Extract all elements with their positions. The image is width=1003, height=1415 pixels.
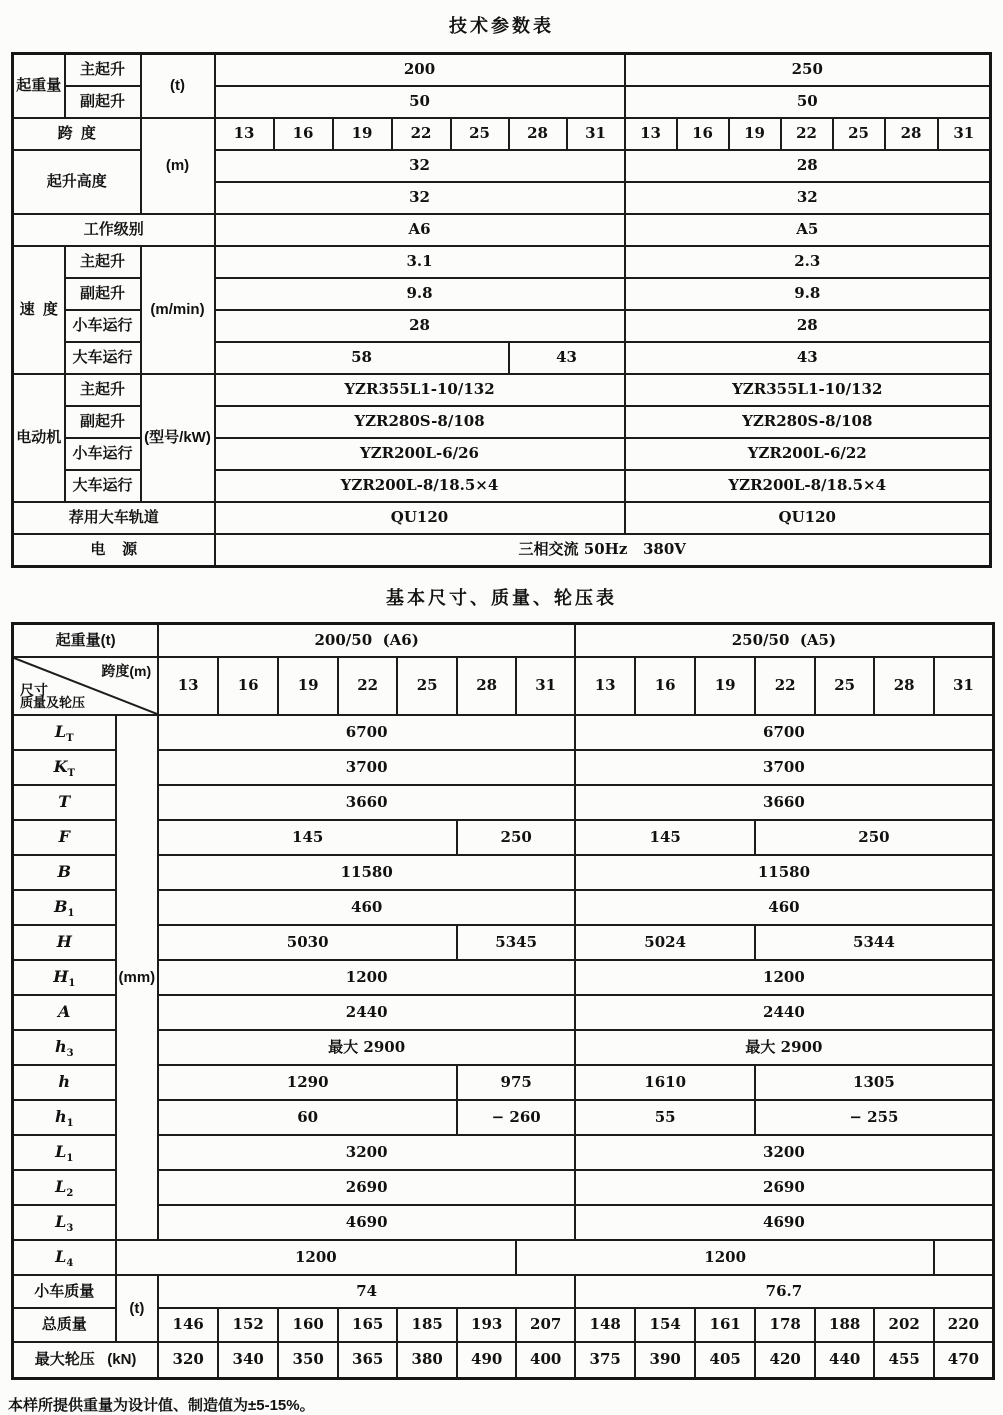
value-cell: 22 xyxy=(755,657,815,715)
hdr-recommended-rail: 荐用大车轨道 xyxy=(13,502,215,534)
value-cell: 13 xyxy=(215,118,274,150)
value-cell: 2690 xyxy=(158,1170,575,1205)
value-cell: 3660 xyxy=(158,785,575,820)
value-cell: 145 xyxy=(575,820,755,855)
subscript: 3 xyxy=(66,1048,74,1060)
value-cell: 405 xyxy=(695,1342,755,1379)
value-cell: 1610 xyxy=(575,1065,755,1100)
value-cell: YZR280S-8/108 xyxy=(625,406,991,438)
value-cell: 5024 xyxy=(575,925,755,960)
row-A xyxy=(13,995,994,1030)
value-cell: 320 xyxy=(158,1342,218,1379)
param-cell: B xyxy=(13,855,116,890)
value-cell: 22 xyxy=(781,118,833,150)
value-cell: 152 xyxy=(218,1308,278,1342)
value-cell: 178 xyxy=(755,1308,815,1342)
row-H1 xyxy=(13,960,994,995)
value-cell: 148 xyxy=(575,1308,635,1342)
value-cell: 28 xyxy=(457,657,516,715)
value-cell: 350 xyxy=(278,1342,338,1379)
row-T xyxy=(13,785,994,820)
value-cell: 1200 xyxy=(116,1240,517,1275)
value-cell: 2440 xyxy=(575,995,993,1030)
value-cell: 3200 xyxy=(158,1135,575,1170)
value-cell: 145 xyxy=(158,820,457,855)
row-trolley-mass xyxy=(13,1275,994,1308)
row-span-header xyxy=(13,657,994,715)
value-cell: 28 xyxy=(215,310,625,342)
value-cell: 13 xyxy=(158,657,218,715)
value-cell: 400 xyxy=(516,1342,575,1379)
row-h xyxy=(13,1065,994,1100)
row-F xyxy=(13,820,994,855)
subscript: 1 xyxy=(67,908,75,920)
value-cell: 25 xyxy=(451,118,509,150)
param-cell: h xyxy=(13,1065,116,1100)
hdr-duty-class: 工作级别 xyxy=(13,214,215,246)
value-cell: 470 xyxy=(934,1342,993,1379)
hdr-trolley-travel: 小车运行 xyxy=(65,310,141,342)
hdr-main-hoist: 主起升 xyxy=(65,54,141,87)
param-cell: $h_1$ xyxy=(13,1100,116,1135)
value-cell: YZR200L-8/18.5×4 xyxy=(625,470,991,502)
row-H xyxy=(13,925,994,960)
row-h3 xyxy=(13,1030,994,1065)
row-span xyxy=(13,118,991,150)
hdr-max-wheel-load: 最大轮压 (kN) xyxy=(13,1342,159,1379)
value-cell: 74 xyxy=(158,1275,575,1308)
value-cell: 975 xyxy=(457,1065,575,1100)
value-cell: 43 xyxy=(509,342,625,374)
technical-parameters-title: 技术参数表 xyxy=(449,16,554,36)
subscript: 1 xyxy=(68,978,76,990)
tech-table-body xyxy=(13,54,991,567)
hdr-total-mass: 总质量 xyxy=(13,1308,116,1342)
value-cell: 19 xyxy=(729,118,781,150)
value-cell: YZR200L-8/18.5×4 xyxy=(215,470,625,502)
value-cell: 455 xyxy=(874,1342,934,1379)
value-cell: 50 xyxy=(215,86,625,118)
row-B1 xyxy=(13,890,994,925)
unit-tonnes: (t) xyxy=(116,1275,159,1342)
hdr-main-hoist: 主起升 xyxy=(65,374,141,406)
row-B xyxy=(13,855,994,890)
value-cell: 25 xyxy=(397,657,457,715)
value-cell: 3660 xyxy=(575,785,993,820)
value-cell: − 255 xyxy=(755,1100,993,1135)
hdr-lifting-capacity: 起重量 xyxy=(13,54,65,119)
value-cell: 16 xyxy=(635,657,695,715)
value-cell: 31 xyxy=(934,657,993,715)
value-cell: 160 xyxy=(278,1308,338,1342)
hdr-aux-hoist: 副起升 xyxy=(65,406,141,438)
value-cell: 250 xyxy=(457,820,575,855)
value-cell: YZR200L-6/26 xyxy=(215,438,625,470)
dimensions-mass-wheelload-table xyxy=(11,622,995,1380)
row-capacity-main xyxy=(13,54,991,87)
value-cell: 16 xyxy=(677,118,729,150)
value-cell: 25 xyxy=(833,118,885,150)
value-cell: 19 xyxy=(333,118,392,150)
value-cell: 390 xyxy=(635,1342,695,1379)
param-cell: H xyxy=(13,925,116,960)
value-cell: 440 xyxy=(815,1342,874,1379)
value-cell: 185 xyxy=(397,1308,457,1342)
value-cell: QU120 xyxy=(215,502,625,534)
value-cell: 2690 xyxy=(575,1170,993,1205)
value-cell: 11580 xyxy=(575,855,993,890)
row-duty-class xyxy=(13,214,991,246)
value-cell: YZR280S-8/108 xyxy=(215,406,625,438)
value-cell: 420 xyxy=(755,1342,815,1379)
value-cell: 28 xyxy=(874,657,934,715)
value-cell: 2.3 xyxy=(625,246,991,278)
hdr-power-supply: 电 源 xyxy=(13,534,215,567)
value-cell: 6700 xyxy=(575,715,993,750)
value-cell: 5345 xyxy=(457,925,575,960)
value-cell: 250 xyxy=(755,820,993,855)
unit-tonnes: (t) xyxy=(141,54,215,119)
value-cell: 4690 xyxy=(575,1205,993,1240)
value-cell: 375 xyxy=(575,1342,635,1379)
row-motor-main-hoist xyxy=(13,374,991,406)
value-cell: 31 xyxy=(567,118,625,150)
value-cell: 1305 xyxy=(755,1065,993,1100)
hdr-crane-travel: 大车运行 xyxy=(65,342,141,374)
unit-m-per-min: (m/min) xyxy=(141,246,215,374)
value-cell: 6700 xyxy=(158,715,575,750)
subscript: T xyxy=(67,768,75,780)
value-cell: 最大 2900 xyxy=(575,1030,993,1065)
value-cell: 32 xyxy=(625,182,991,214)
value-cell: YZR200L-6/22 xyxy=(625,438,991,470)
param-cell: $K_T$ xyxy=(13,750,116,785)
param-cell: F xyxy=(13,820,116,855)
hdr-crane-travel: 大车运行 xyxy=(65,470,141,502)
value-cell: 460 xyxy=(158,890,575,925)
value-cell: 55 xyxy=(575,1100,755,1135)
value-cell: 3200 xyxy=(575,1135,993,1170)
value-cell: 1200 xyxy=(516,1240,934,1275)
hdr-trolley-mass: 小车质量 xyxy=(13,1275,116,1308)
hdr-main-hoist: 主起升 xyxy=(65,246,141,278)
value-cell: − 260 xyxy=(457,1100,575,1135)
row-L3 xyxy=(13,1205,994,1240)
value-cell: 22 xyxy=(392,118,451,150)
value-cell: 16 xyxy=(274,118,333,150)
value-cell: 19 xyxy=(278,657,338,715)
param-cell: T xyxy=(13,785,116,820)
value-cell: 165 xyxy=(338,1308,397,1342)
hdr-lifting-height: 起升高度 xyxy=(13,150,141,214)
value-cell: 490 xyxy=(457,1342,516,1379)
value-cell: 146 xyxy=(158,1308,218,1342)
param-cell: $B_1$ xyxy=(13,890,116,925)
value-cell: 3.1 xyxy=(215,246,625,278)
subscript: 1 xyxy=(66,1153,74,1165)
value-cell: 207 xyxy=(516,1308,575,1342)
value-cell: 3700 xyxy=(575,750,993,785)
corner-dimension-label: 尺寸 xyxy=(20,682,48,698)
value-cell: 32 xyxy=(215,150,625,182)
value-cell: 9.8 xyxy=(215,278,625,310)
value-cell: 460 xyxy=(575,890,993,925)
param-cell: A xyxy=(13,995,116,1030)
unit-mm: (mm) xyxy=(116,715,159,1240)
value-cell: 32 xyxy=(215,182,625,214)
value-cell: 58 xyxy=(215,342,509,374)
value-cell: 三相交流 50Hz 380V xyxy=(215,534,991,567)
row-capacity-header xyxy=(13,624,994,658)
value-cell: 5344 xyxy=(755,925,993,960)
value-cell: 202 xyxy=(874,1308,934,1342)
value-cell: 31 xyxy=(516,657,575,715)
value-cell: 43 xyxy=(625,342,991,374)
value-cell: 16 xyxy=(218,657,278,715)
subscript: 3 xyxy=(66,1223,74,1235)
value-cell: 19 xyxy=(695,657,755,715)
hdr-aux-hoist: 副起升 xyxy=(65,86,141,118)
value-cell: 最大 2900 xyxy=(158,1030,575,1065)
corner-header-cell xyxy=(13,657,159,715)
value-cell: A5 xyxy=(625,214,991,246)
value-cell: 4690 xyxy=(158,1205,575,1240)
value-cell: YZR355L1-10/132 xyxy=(625,374,991,406)
hdr-span: 跨 度 xyxy=(13,118,141,150)
value-cell: 200/50 (A6) xyxy=(158,624,575,658)
value-cell: 154 xyxy=(635,1308,695,1342)
param-cell: $h_3$ xyxy=(13,1030,116,1065)
hdr-aux-hoist: 副起升 xyxy=(65,278,141,310)
value-cell: 28 xyxy=(509,118,567,150)
value-cell: 365 xyxy=(338,1342,397,1379)
row-L1 xyxy=(13,1135,994,1170)
value-cell: 161 xyxy=(695,1308,755,1342)
dimensions-table-title: 基本尺寸、质量、轮压表 xyxy=(386,588,617,608)
value-cell: 11580 xyxy=(158,855,575,890)
row-L2 xyxy=(13,1170,994,1205)
value-cell: 28 xyxy=(885,118,938,150)
value-cell: 22 xyxy=(338,657,397,715)
value-cell: 28 xyxy=(625,150,991,182)
value-cell: 76.7 xyxy=(575,1275,993,1308)
corner-mass-wheelload-label: 质量及轮压 xyxy=(20,695,86,711)
hdr-speed: 速 度 xyxy=(13,246,65,374)
value-cell: 2440 xyxy=(158,995,575,1030)
value-cell: 13 xyxy=(625,118,677,150)
value-cell: 380 xyxy=(397,1342,457,1379)
hdr-motor: 电动机 xyxy=(13,374,65,502)
value-cell: 1200 xyxy=(575,960,993,995)
value-cell: 340 xyxy=(218,1342,278,1379)
value-cell: 25 xyxy=(815,657,874,715)
value-cell: A6 xyxy=(215,214,625,246)
value-cell: 250/50 (A5) xyxy=(575,624,993,658)
value-cell: 50 xyxy=(625,86,991,118)
value-cell: 193 xyxy=(457,1308,516,1342)
hdr-trolley-travel: 小车运行 xyxy=(65,438,141,470)
value-cell: 220 xyxy=(934,1308,993,1342)
value-cell: 200 xyxy=(215,54,625,87)
hdr-lifting-capacity: 起重量(t) xyxy=(13,624,159,658)
param-cell: $L_1$ xyxy=(13,1135,116,1170)
footnote: 本样所提供重量为设计值、制造值为±5-15%。 xyxy=(8,1397,315,1414)
value-cell: 9.8 xyxy=(625,278,991,310)
value-cell: 188 xyxy=(815,1308,874,1342)
corner-span-label: 跨度(m) xyxy=(101,663,152,679)
row-power xyxy=(13,534,991,567)
value-cell: 1290 xyxy=(158,1065,457,1100)
row-speed-main-hoist xyxy=(13,246,991,278)
param-cell: $L_2$ xyxy=(13,1170,116,1205)
param-cell: $L_T$ xyxy=(13,715,116,750)
row-rail xyxy=(13,502,991,534)
param-cell: $H_1$ xyxy=(13,960,116,995)
subscript: 4 xyxy=(66,1258,74,1270)
value-cell: 13 xyxy=(575,657,635,715)
unit-metres: (m) xyxy=(141,118,215,214)
unit-model-kw: (型号/kW) xyxy=(141,374,215,502)
param-cell: $L_3$ xyxy=(13,1205,116,1240)
value-cell: YZR355L1-10/132 xyxy=(215,374,625,406)
value-cell: 28 xyxy=(625,310,991,342)
value-cell: QU120 xyxy=(625,502,991,534)
subscript: 1 xyxy=(66,1118,74,1130)
technical-parameters-table xyxy=(11,52,992,568)
dims-table-body xyxy=(13,624,994,1379)
param-cell: $L_4$ xyxy=(13,1240,116,1275)
row-LT xyxy=(13,715,994,750)
value-cell: 60 xyxy=(158,1100,457,1135)
value-cell: 250 xyxy=(625,54,991,87)
subscript: 2 xyxy=(66,1188,74,1200)
row-max-wheel-load xyxy=(13,1342,994,1379)
value-cell: 3700 xyxy=(158,750,575,785)
value-cell: 31 xyxy=(938,118,991,150)
row-L4 xyxy=(13,1240,994,1275)
row-KT xyxy=(13,750,994,785)
row-h1 xyxy=(13,1100,994,1135)
subscript: T xyxy=(66,733,74,745)
row-total-mass xyxy=(13,1308,994,1342)
value-cell: 5030 xyxy=(158,925,457,960)
value-cell: 1200 xyxy=(158,960,575,995)
